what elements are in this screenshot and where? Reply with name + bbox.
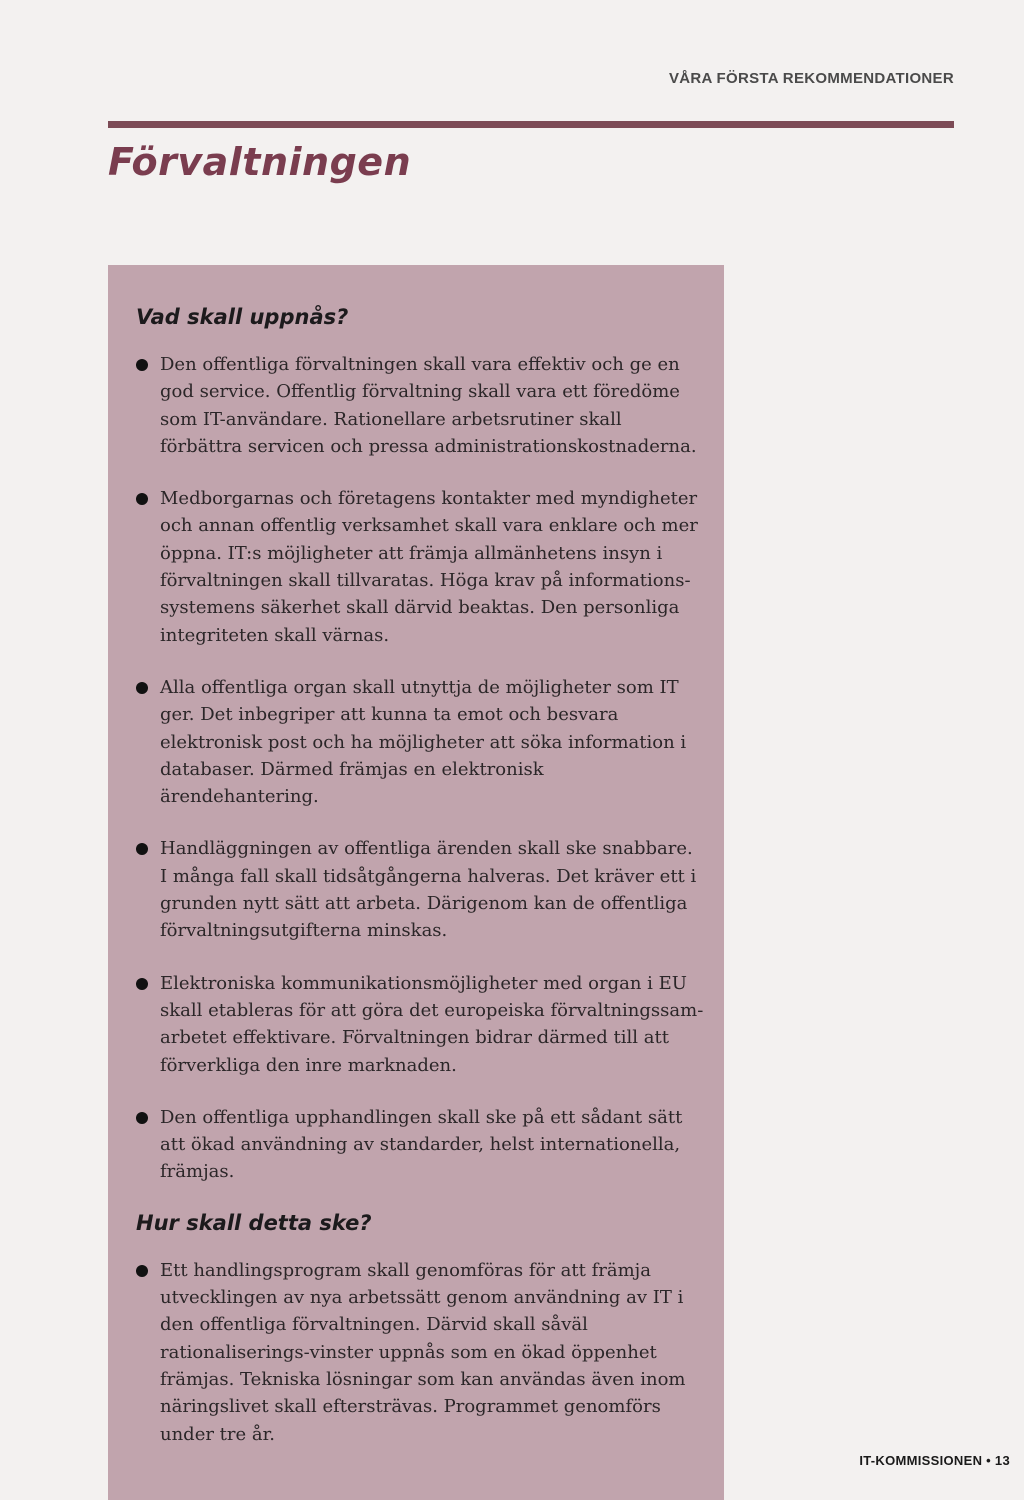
page-footer: IT-KOMMISSIONEN • 13 [859,1453,1010,1468]
list-item [136,970,704,1079]
list-item-text: Den offentliga förvaltningen skall vara effektiv och ge en god service. Offentlig förvaltning skall vara ett föredöme som IT-användare. Rationellare arbetsrutiner skall förbättra servicen och pressa administrationskostnaderna. [160,354,697,457]
list-item [136,351,704,460]
page-title: Förvaltningen [108,140,412,184]
list-item [136,835,704,944]
bullet-icon [136,1265,148,1277]
list-item-text: Medborgarnas och företagens kontakter med myndigheter och annan offentlig verksamhet skall vara enklare och mer öppna. IT:s möjligheter att främja allmänhetens insyn i förvaltningen skall tillvaratas. Höga krav på informations-systemens säkerhet skall därvid beaktas. Den personliga integriteten skall värnas. [160,488,698,646]
list-item [136,1257,704,1448]
goals-list [136,351,704,1186]
recommendation-panel [108,265,724,1500]
header-rule [108,121,954,128]
list-item [136,674,704,810]
bullet-icon [136,843,148,855]
bullet-icon [136,493,148,505]
list-item [136,485,704,649]
panel-content [136,305,704,1473]
bullet-icon [136,359,148,371]
bullet-icon [136,1112,148,1124]
bullet-icon [136,978,148,990]
list-item-text: Handläggningen av offentliga ärenden skall ske snabbare. I många fall skall tidsåtgångerna halveras. Det kräver ett i grunden nytt sätt att arbeta. Därigenom kan de offentliga förvaltningsutgifterna minskas. [160,838,697,942]
how-list [136,1257,704,1448]
list-item-text: Den offentliga upphandlingen skall ske på ett sådant sätt att ökad användning av standarder, helst internationella, främjas. [160,1106,683,1183]
bullet-icon [136,682,148,694]
list-item-text: Alla offentliga organ skall utnyttja de möjligheter som IT ger. Det inbegriper att kunna ta emot och besvara elektronisk post och ha möjligheter att söka information i databaser. Därmed främjas en elektronisk ärendehantering. [160,676,687,808]
list-item-text: Elektroniska kommunikationsmöjligheter med organ i EU skall etableras för att göra det europeiska förvaltningssam-arbetet effektivare. Förvaltningen bidrar därmed till att förverkliga den inre marknaden. [160,972,704,1076]
list-item-text: Ett handlingsprogram skall genomföras för att främja utvecklingen av nya arbetssätt genom användning av IT i den offentliga förvaltningen. Därvid skall såväl rationaliserings-vinster uppnås som en ökad öppenhet främjas. Tekniska lösningar som kan användas även inom näringslivet skall eftersträvas. Programmet genomförs under tre år. [160,1259,686,1445]
heading-how: Hur skall detta ske? [136,1210,372,1235]
list-item [136,1104,704,1186]
heading-goals: Vad skall uppnås? [136,305,349,329]
section-label: VÅRA FÖRSTA REKOMMENDATIONER [668,70,954,87]
